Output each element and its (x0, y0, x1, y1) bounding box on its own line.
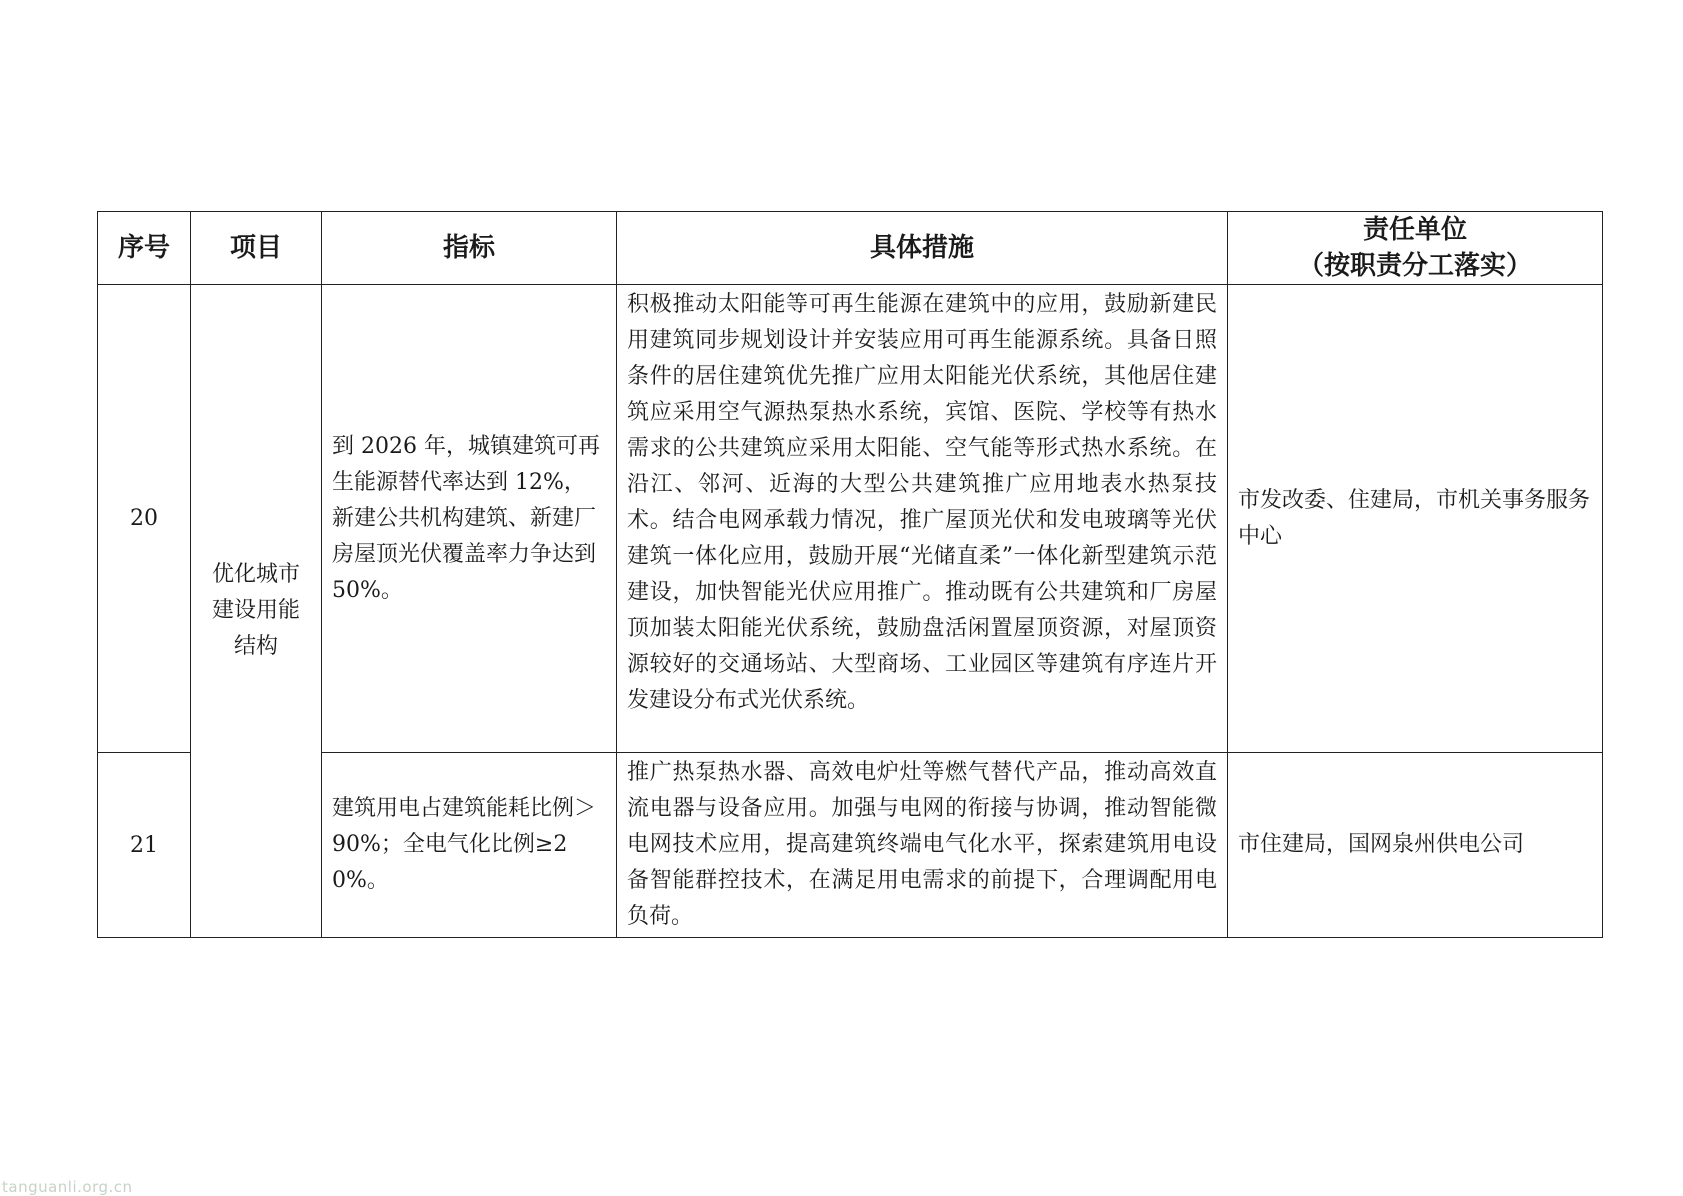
measures-cell: 积极推动太阳能等可再生能源在建筑中的应用，鼓励新建民用建筑同步规划设计并安装应用可再生能源系统。具备日照条件的居住建筑优先推广应用太阳能光伏系统，其他居住建筑应采用空气源热泵热水系统，宾馆、医院、学校等有热水需求的公共建筑应采用太阳能、空气能等形式热水系统。在沿江、邻河、近海的大型公共建筑推广应用地表水热泵技术。结合电网承载力情况，推广屋顶光伏和发电玻璃等光伏建筑一体化应用，鼓励开展“光储直柔”一体化新型建筑示范建设，加快智能光伏应用推广。推动既有公共建筑和厂房屋顶加装太阳能光伏系统，鼓励盘活闲置屋顶资源，对屋顶资源较好的交通场站、大型商场、工业园区等建筑有序连片开发建设分布式光伏系统。 (617, 285, 1228, 753)
project-cell: 优化城市建设用能结构 (191, 285, 322, 938)
responsible-cell: 市发改委、住建局，市机关事务服务中心 (1228, 285, 1603, 753)
watermark-text: tanguanli.org.cn (2, 1178, 133, 1196)
header-measures: 具体措施 (617, 212, 1228, 285)
row-index: 20 (98, 285, 191, 753)
header-project: 项目 (191, 212, 322, 285)
indicator-cell: 到 2026 年，城镇建筑可再生能源替代率达到 12%，新建公共机构建筑、新建厂房屋顶光伏覆盖率力争达到 50%。 (322, 285, 617, 753)
table-row (98, 285, 1603, 753)
table-row (98, 753, 1603, 938)
indicator-cell: 建筑用电占建筑能耗比例＞90%；全电气化比例≥20%。 (322, 753, 617, 938)
measures-cell: 推广热泵热水器、高效电炉灶等燃气替代产品，推动高效直流电器与设备应用。加强与电网的衔接与协调，推动智能微电网技术应用，提高建筑终端电气化水平，探索建筑用电设备智能群控技术，在满足用电需求的前提下，合理调配用电负荷。 (617, 753, 1228, 938)
policy-table (97, 211, 1603, 938)
responsible-cell: 市住建局，国网泉州供电公司 (1228, 753, 1603, 938)
header-index: 序号 (98, 212, 191, 285)
header-responsible (1228, 212, 1603, 285)
header-indicator: 指标 (322, 212, 617, 285)
header-responsible-title: 责任单位 (1362, 215, 1467, 245)
header-row (98, 212, 1603, 285)
header-responsible-note: （按职责分工落实） (1297, 251, 1532, 281)
row-index: 21 (98, 753, 191, 938)
